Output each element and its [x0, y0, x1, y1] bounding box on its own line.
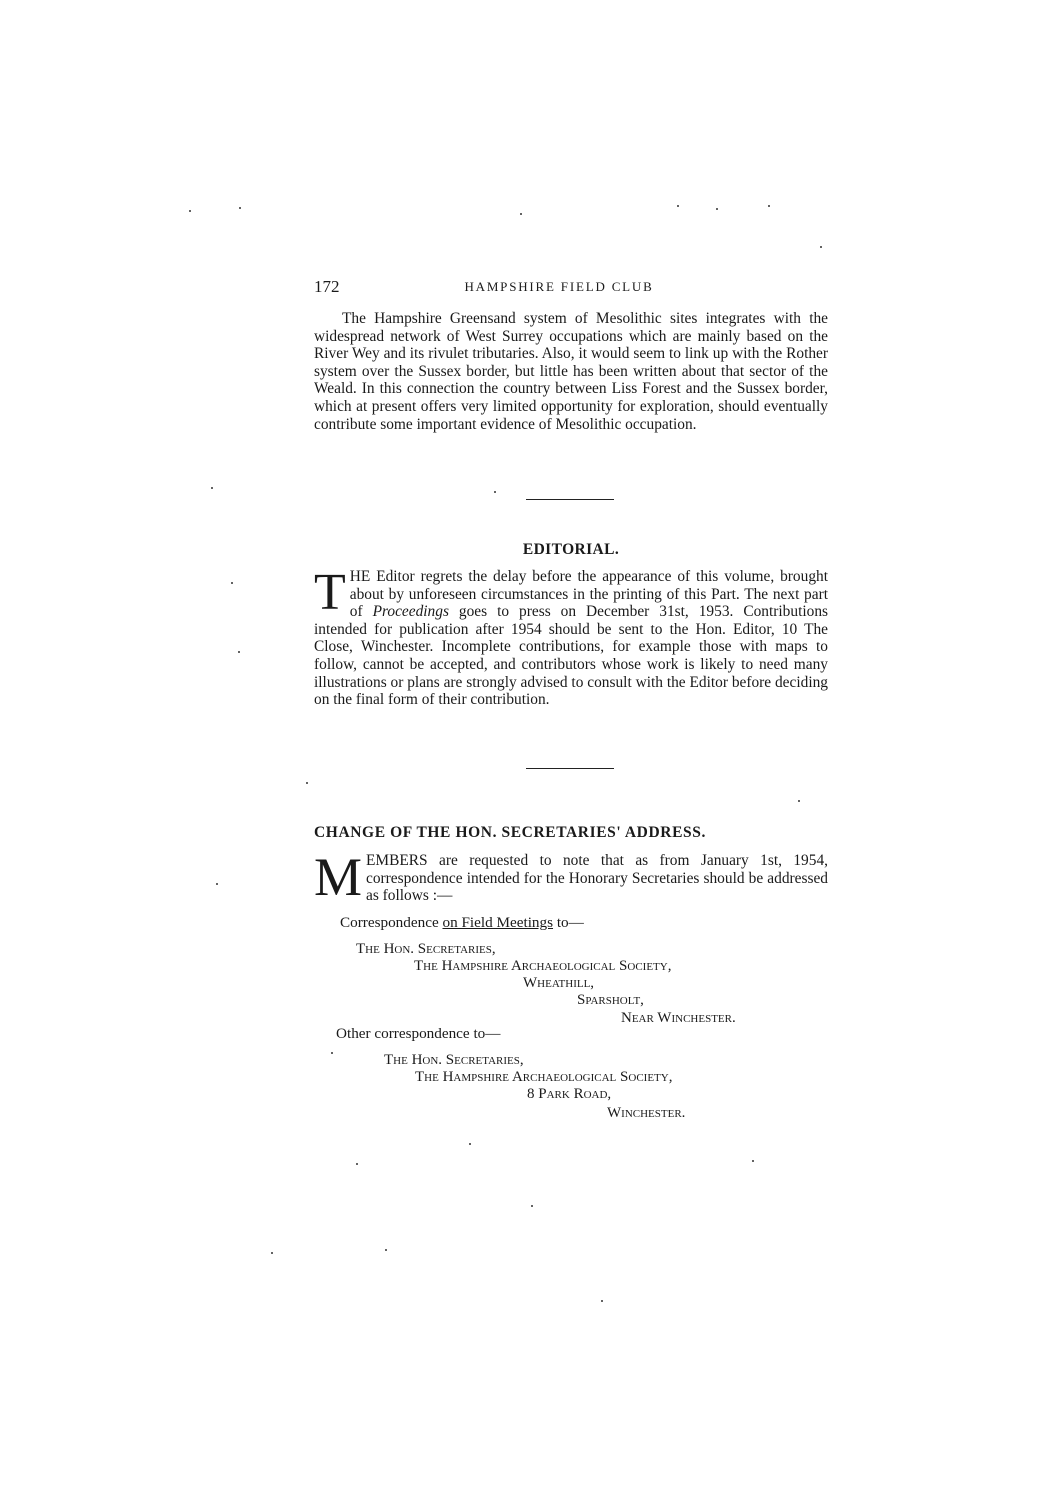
change-dropcap: M [314, 847, 363, 907]
change-heading: CHANGE OF THE HON. SECRETARIES' ADDRESS. [314, 824, 706, 841]
editorial-paragraph [314, 564, 828, 709]
field-correspondence-line [340, 914, 584, 932]
scan-speck [211, 487, 213, 489]
scan-speck [271, 1252, 273, 1254]
address-line: Sparsholt, [577, 992, 644, 1008]
scan-speck [752, 1160, 754, 1162]
scan-speck [520, 213, 522, 215]
field-prefix: Correspondence [340, 914, 443, 931]
change-text: EMBERS are requested to note that as from January 1st, 1954, correspondence intended for the Honorary Secretaries should be addressed as follows :— [366, 852, 828, 905]
address-line: The Hon. Secretaries, [356, 941, 496, 957]
intro-paragraph: The Hampshire Greensand system of Mesolithic sites integrates with the widespread network of West Surrey occupations which are mainly based on the River Wey and its rivulet tributaries. Also, it would seem to link up with the Rother system over the Sussex border, but little has been written about that sector of the Weald. In this connection the country between Liss Forest and the Sussex border, which at present offers very limited opportunity for exploration, should eventually contribute some important evidence of Mesolithic occupation. [314, 310, 828, 433]
scan-speck [820, 246, 822, 248]
field-suffix: to— [553, 914, 584, 931]
scan-speck [239, 207, 241, 209]
other-correspondence-line: Other correspondence to— [336, 1025, 501, 1042]
address-line: The Hon. Secretaries, [384, 1052, 524, 1068]
scan-speck [798, 800, 800, 802]
section-divider [526, 499, 614, 500]
scan-speck [385, 1249, 387, 1251]
editorial-dropcap: T [314, 564, 346, 621]
scan-speck [768, 205, 770, 207]
editorial-text-b: goes to press on December 31st, 1953. Contributions intended for publication after 1954 should be sent to the Hon. Editor, 10 The Close, Winchester. Incomplete contributions, for example those with maps to follow, cannot be accepted, and contributors whose work is likely to need many illustrations or plans are strongly advised to consult with the Editor before deciding on the final form of their contribution. [314, 603, 828, 709]
scan-speck [238, 651, 240, 653]
scan-speck [469, 1143, 471, 1145]
scan-speck [331, 1052, 333, 1054]
change-paragraph [314, 847, 828, 907]
scan-speck [216, 883, 218, 885]
address-line: Wheathill, [523, 975, 595, 991]
section-divider [526, 768, 614, 769]
address-line: The Hampshire Archaeological Society, [415, 1069, 673, 1085]
scan-speck [677, 205, 679, 207]
editorial-italic: Proceedings [372, 603, 449, 621]
scan-speck [716, 208, 718, 210]
scan-speck [189, 210, 191, 212]
scan-speck [356, 1163, 358, 1165]
page-header [314, 277, 834, 301]
address-line: Winchester. [607, 1105, 686, 1121]
address-line: 8 Park Road, [527, 1086, 612, 1102]
scan-speck [306, 782, 308, 784]
scan-speck [494, 491, 496, 493]
editorial-heading: EDITORIAL. [522, 541, 620, 558]
editorial-text-a: HE Editor regrets the delay before the appearance of this volume, brought about by unforeseen circumstances in the printing of this Part. The next part of [349, 568, 828, 621]
running-title: HAMPSHIRE FIELD CLUB [464, 279, 654, 294]
scan-speck [601, 1300, 603, 1302]
field-underlined: on Field Meetings [442, 914, 554, 931]
address-line: Near Winchester. [621, 1010, 736, 1026]
scan-speck [231, 582, 233, 584]
address-line: The Hampshire Archaeological Society, [414, 958, 672, 974]
scan-speck [531, 1205, 533, 1207]
page-number: 172 [314, 277, 340, 296]
